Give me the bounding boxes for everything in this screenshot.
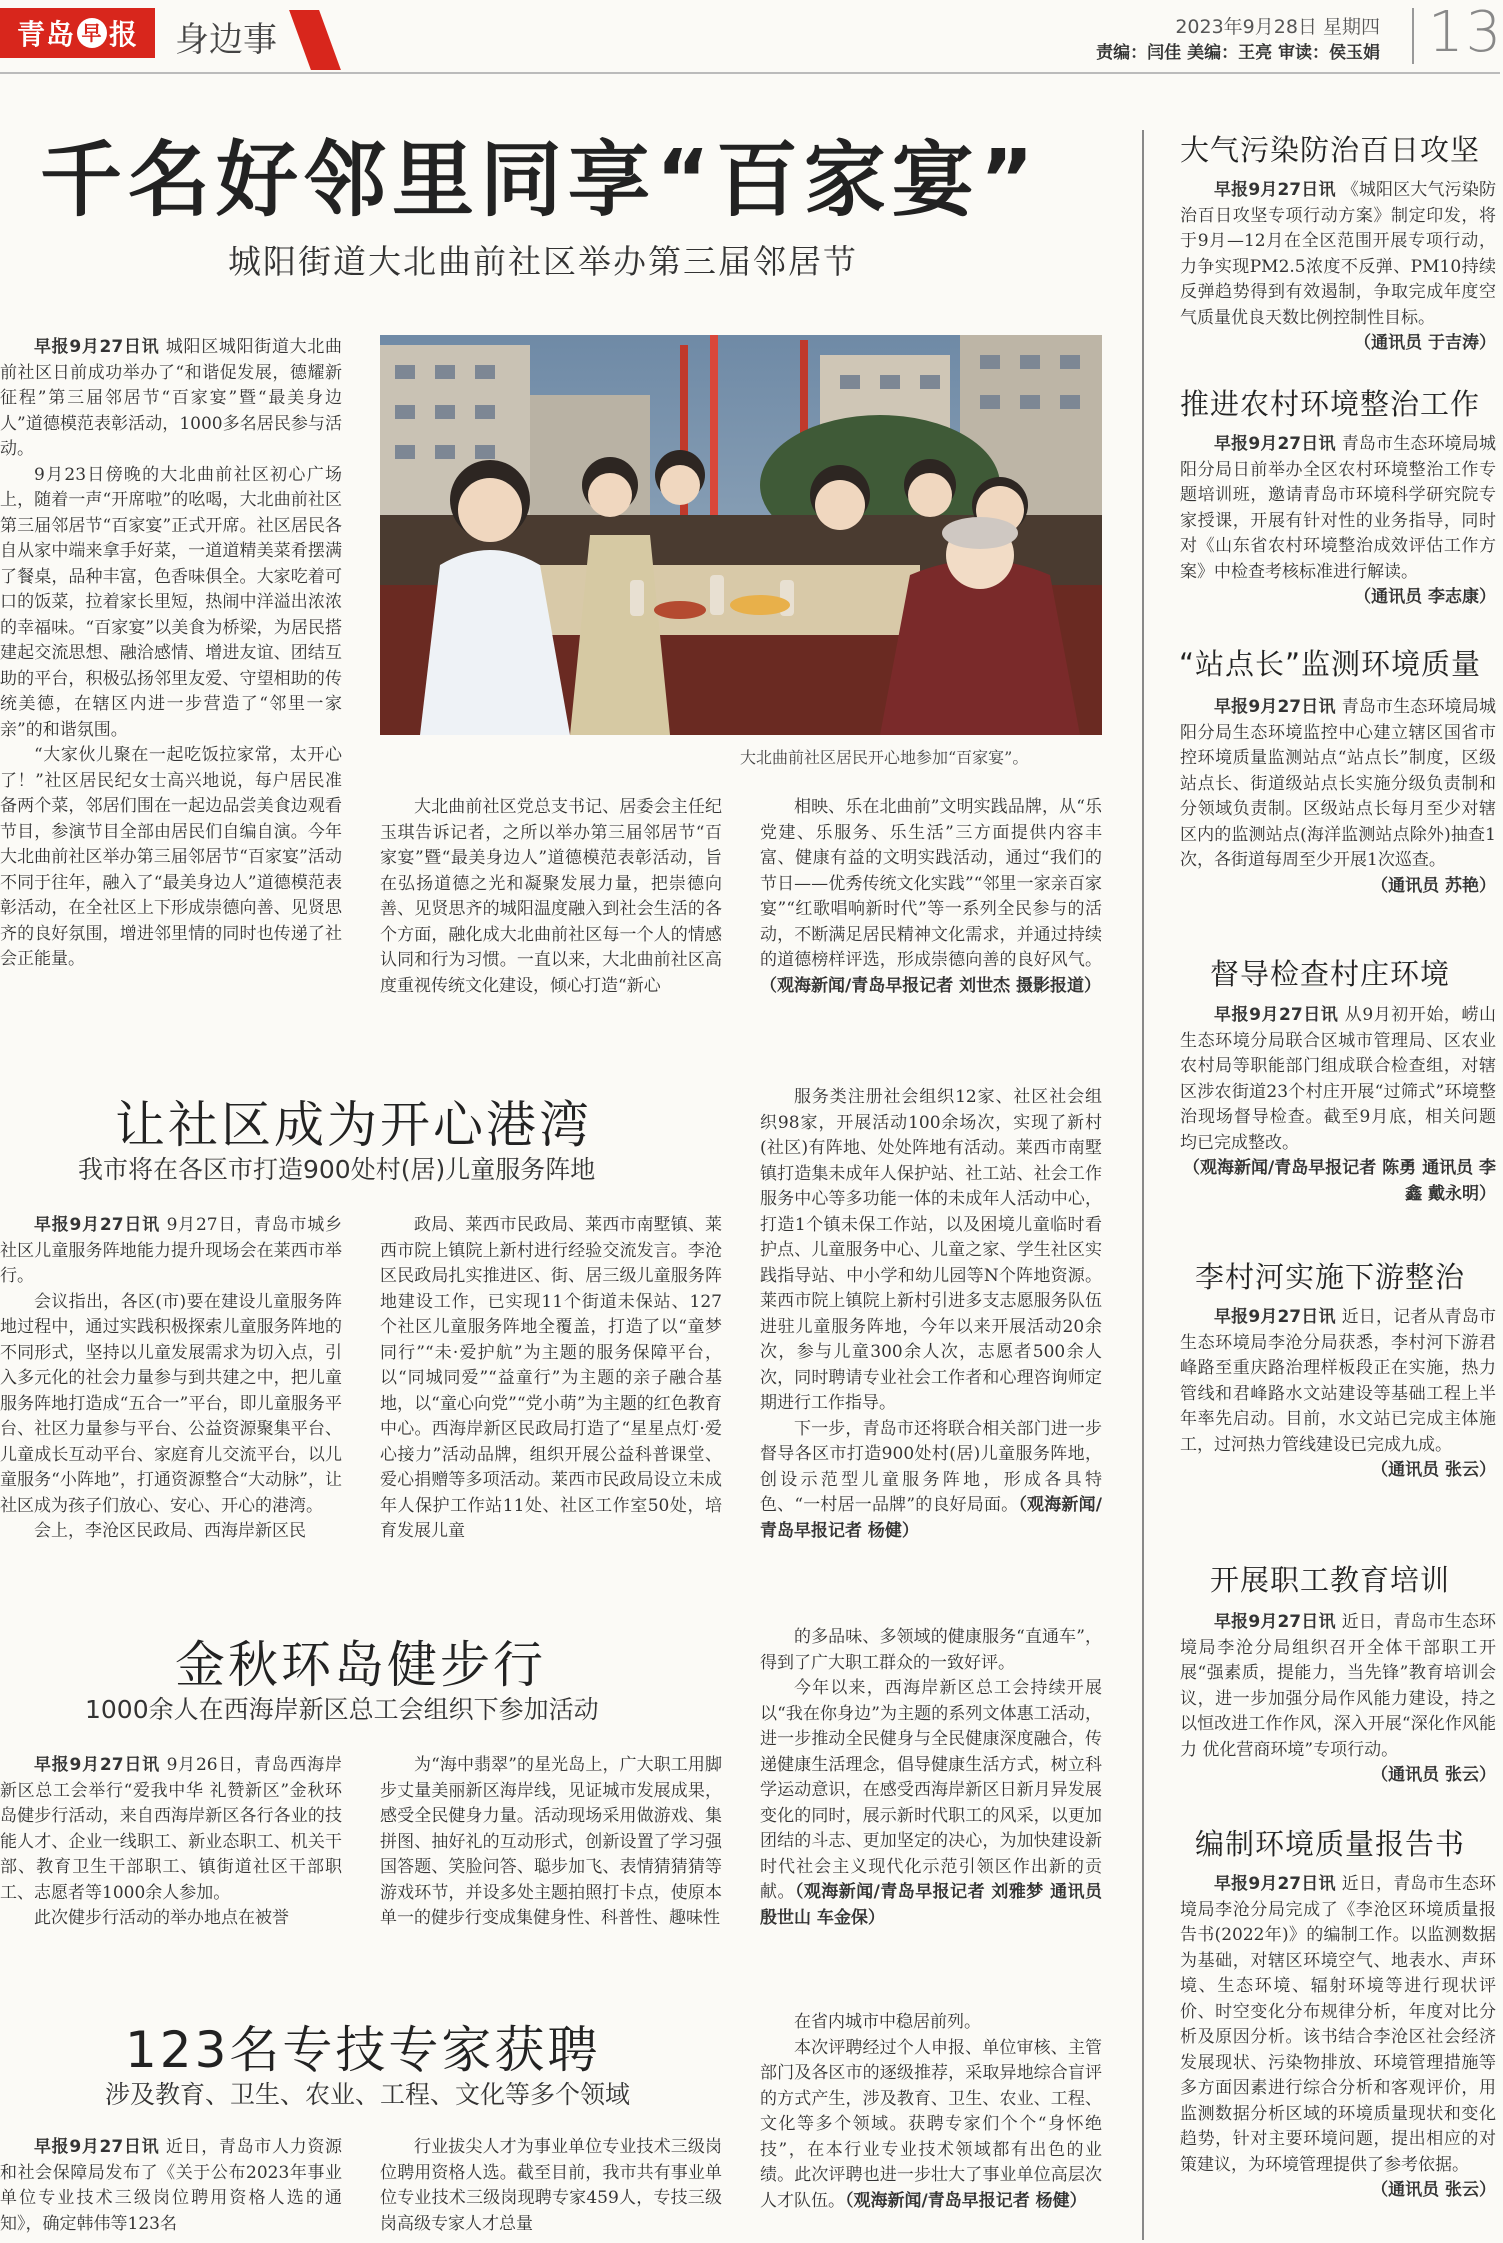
byline: （通讯员 于吉涛） (1354, 333, 1496, 353)
brief-body (1180, 1003, 1496, 1213)
main-headline: 千名好邻里同享“百家宴” (40, 133, 1040, 228)
paragraph: 此次健步行活动的举办地点在被誉 (34, 1908, 289, 1928)
byline: （通讯员 张云） (1371, 2180, 1496, 2200)
paragraph: 本次评聘经过个人申报、单位审核、主管部门及各区市的逐级推荐，采取异地综合盲评的方式产生，涉及教育、卫生、农业、工程、文化等多个领域。获聘专家们个个“身怀绝技”，在本行业专业技术领域都有出色的业绩。此次评聘也进一步壮大了事业单位高层次人才队伍。（观海新闻/青岛早报记者 杨健） (760, 2037, 1102, 2211)
paragraph: 早报9月27日讯 城阳区城阳街道大北曲前社区日前成功举办了“和谐促发展，德耀新征程”第三届邻居节“百家宴”暨“最美身边人”道德模范表彰活动，1000多名居民参与活动。 (0, 337, 343, 459)
story2-subheadline: 我市将在各区市打造900处村(居)儿童服务阵地 (78, 1155, 596, 1184)
photo-caption: 大北曲前社区居民开心地参加“百家宴”。 (740, 748, 1029, 767)
paragraph: 早报9月27日讯 近日，青岛市生态环境局李沧分局组织召开全体干部职工开展“强素质，提能力，当先锋”教育培训会议，进一步加强分局作风能力建设，持之以恒改进工作作风，深入开展“深化作风能力 优化营商环境”专项行动。 (1180, 1612, 1496, 1760)
paragraph: 会议指出，各区(市)要在建设儿童服务阵地过程中，通过实践积极探索儿童服务阵地的不同形式，坚持以儿童发展需求为切入点，引入多元化的社会力量参与到共建之中，把儿童服务阵地打造成“五合一”平台，即儿童服务平台、社区力量参与平台、公益资源聚集平台、儿童成长互动平台、家庭育儿交流平台，以儿童服务“小阵地”，打通资源整合“大动脉”，让社区成为孩子们放心、安心、开心的港湾。 (0, 1291, 342, 1516)
dateline: 早报9月27日讯 (1214, 1612, 1342, 1632)
brief-headline: 督导检查村庄环境 (1209, 957, 1450, 991)
newspaper-logo (0, 8, 155, 58)
brief-body (1180, 1872, 1496, 2237)
paragraph: 服务类注册社会组织12家、社区社会组织98家，开展活动100余场次，实现了新村(社区)有阵地、处处阵地有活动。莱西市南墅镇打造集未成年人保护站、社工站、社会工作服务中心等多功能一体的未成年人活动中心，打造1个镇未保工作站，以及困境儿童临时看护点、儿童服务中心、儿童之家、学生社区实践指导站、中小学和幼儿园等N个阵地资源。莱西市院上镇院上新村引进多支志愿服务队伍进驻儿童服务阵地，今年以来开展活动20余次，参与儿童300余人次，志愿者500余人次，同时聘请专业社会工作者和心理咨询师定期进行工作指导。 (760, 1087, 1102, 1413)
brief-headline: 开展职工教育培训 (1209, 1563, 1450, 1597)
paragraph: 9月23日傍晚的大北曲前社区初心广场上，随着一声“开席啦”的吆喝，大北曲前社区第三届邻居节“百家宴”正式开席。社区居民各自从家中端来拿手好菜，一道道精美菜肴摆满了餐桌，品种丰富，色香味俱全。大家吃着可口的饭菜，拉着家长里短，热闹中洋溢出浓浓的幸福味。“百家宴”以美食为桥梁，为居民搭建起交流思想、融洽感情、增进友谊、团结互助的平台，积极弘扬邻里友爱、守望相助的传统美德，在辖区内进一步营造了“邻里一家亲”的和谐氛围。 (0, 464, 342, 740)
paragraph: 早报9月27日讯 近日，青岛市人力资源和社会保障局发布了《关于公布2023年事业单位专业技术三级岗位聘用资格人选的通知》，确定韩伟等123名 (0, 2137, 343, 2234)
brief-headline: 推进农村环境整治工作 (1179, 387, 1480, 421)
logo-text-left: 青岛 (16, 18, 75, 51)
story4-column-3 (760, 2010, 1102, 2240)
paragraph: 早报9月27日讯 青岛市生态环境局城阳分局生态环境监控中心建立辖区国省市控环境质量监测站点“站点长”制度，区级站点长、街道级站点长实施分级负责制和分领域负责制。区级站点长每月至少对辖区内的监测站点(海洋监测站点除外)抽查1次，各街道每周至少开展1次巡查。 (1180, 697, 1496, 870)
dateline: 早报9月27日讯 (34, 337, 166, 357)
byline: （观海新闻/青岛早报记者 杨健） (845, 2190, 1087, 2211)
story2-headline: 让社区成为开心港湾 (115, 1096, 592, 1154)
main-story-column-2 (380, 795, 722, 1035)
paragraph: 早报9月27日讯 近日，记者从青岛市生态环境局李沧分局获悉，李村河下游君峰路至重庆路治理样板段正在实施，热力管线和君峰路水文站建设等基础工程上半年率先启动。目前，水文站已完成主体施工，过河热力管线建设已完成九成。 (1180, 1307, 1496, 1455)
masthead-divider (0, 72, 1500, 74)
dateline: 早报9月27日讯 (1214, 180, 1342, 200)
dateline: 早报9月27日讯 (34, 1755, 167, 1775)
brief-body (1180, 1305, 1496, 1535)
paragraph: 今年以来，西海岸新区总工会持续开展以“我在你身边”为主题的系列文体惠工活动，进一步推动全民健身与全民健康深度融合，传递健康生活理念，倡导健康生活方式，树立科学运动意识，在感受西海岸新区日新月异发展变化的同时，展示新时代职工的风采，以更加团结的斗志、更加坚定的决心，为加快建设新时代社会主义现代化示范引领区作出新的贡献。（观海新闻/青岛早报记者 刘雅梦 通讯员 殷世山 车金保） (760, 1678, 1103, 1928)
dateline: 早报9月27日讯 (1214, 1307, 1342, 1327)
paragraph: 早报9月27日讯 青岛市生态环境局城阳分局日前举办全区农村环境整治工作专题培训班，邀请青岛市环境科学研究院专家授课，开展有针对性的业务指导，同时对《山东省农村环境整治成效评估工作方案》中检查考核标准进行解读。 (1180, 434, 1496, 582)
paragraph: 政局、莱西市民政局、莱西市南墅镇、莱西市院上镇院上新村进行经验交流发言。李沧区民政局扎实推进区、街、居三级儿童服务阵地建设工作，已实现11个街道未保站、127个社区儿童服务阵地全覆盖，打造了以“童梦同行”“未·爱护航”为主题的服务保障平台，以“同城同爱”“益童行”为主题的亲子融合基地，以“童心向党”“党小萌”为主题的红色教育中心。西海岸新区民政局打造了“星星点灯·爱心接力”活动品牌，组织开展公益科普课堂、爱心捐赠等多项活动。莱西市民政局设立未成年人保护工作站11处、社区工作室50处，培育发展儿童 (380, 1215, 722, 1541)
dateline: 早报9月27日讯 (1214, 1005, 1345, 1025)
paragraph: 早报9月27日讯 9月26日，青岛西海岸新区总工会举行“爱我中华 礼赞新区”金秋环岛健步行活动，来自西海岸新区各行各业的技能人才、企业一线职工、新业态职工、机关干部、教育卫生干部职工、镇街道社区干部职工、志愿者等1000余人参加。 (0, 1755, 342, 1903)
story4-subheadline: 涉及教育、卫生、农业、工程、文化等多个领域 (105, 2080, 631, 2109)
byline: （通讯员 李志康） (1354, 587, 1496, 607)
masthead-separator (1412, 8, 1414, 64)
dateline: 早报9月27日讯 (1214, 697, 1342, 717)
main-story-photo (380, 335, 1102, 735)
byline: （通讯员 张云） (1371, 1460, 1496, 1480)
story2-column-3 (760, 1085, 1102, 1570)
brief-body (1180, 1610, 1496, 1820)
sidebar-divider (1142, 130, 1144, 2240)
brief-body (1180, 695, 1496, 925)
story4-column-1 (0, 2135, 342, 2240)
paragraph: 会上，李沧区民政局、西海岸新区民 (34, 1521, 306, 1541)
byline: （通讯员 张云） (1371, 1765, 1496, 1785)
main-story-column-3 (760, 795, 1102, 1035)
page-number: 13 (1428, 0, 1503, 65)
paragraph: “大家伙儿聚在一起吃饭拉家常，太开心了！”社区居民纪女士高兴地说，每户居民准备两个菜，邻居们围在一起边品尝美食边观看节目，参演节目全部由居民们自编自演。今年大北曲前社区举办第三届邻居节“百家宴”活动不同于往年，融入了“最美身边人”道德模范表彰活动，在全社区上下形成崇德向善、见贤思齐的良好氛围，增进邻里情的同时也传递了社会正能量。 (0, 745, 342, 969)
dateline: 早报9月27日讯 (34, 2137, 166, 2157)
byline: （观海新闻/青岛早报记者 陈勇 通讯员 李鑫 戴永明） (1183, 1158, 1496, 1204)
issue-date: 2023年9月28日 星期四 (1175, 16, 1380, 38)
paragraph: 下一步，青岛市还将联合相关部门进一步督导各区市打造900处村(居)儿童服务阵地，创设示范型儿童服务阵地，形成各具特色、“一村居一品牌”的良好局面。（观海新闻/青岛早报记者 杨健） (760, 1418, 1102, 1541)
byline: （通讯员 苏艳） (1371, 875, 1496, 896)
main-subheadline: 城阳街道大北曲前社区举办第三届邻居节 (228, 242, 858, 281)
brief-body (1180, 178, 1496, 353)
byline: （观海新闻/青岛早报记者 杨健） (760, 1495, 1102, 1541)
story3-column-2 (380, 1753, 722, 1958)
story2-column-1 (0, 1213, 342, 1568)
paragraph: 早报9月27日讯 《城阳区大气污染防治百日攻坚专项行动方案》制定印发，将于9月—12月在全区范围开展专项行动，力争实现PM2.5浓度不反弹、PM10持续反弹趋势得到有效遏制，争取完成年度空气质量优良天数比例控制性目标。 (1180, 180, 1496, 328)
editor-credits: 责编：闫佳 美编：王亮 审读：侯玉娟 (1096, 43, 1380, 63)
dateline: 早报9月27日讯 (1214, 434, 1342, 454)
brief-headline: “站点长”监测环境质量 (1178, 647, 1482, 681)
story4-column-2 (380, 2135, 722, 2240)
paragraph: 早报9月27日讯 近日，青岛市生态环境局李沧分局完成了《李沧区环境质量报告书(2022年)》的编制工作。以监测数据为基础，对辖区环境空气、地表水、声环境、生态环境、辐射环境等进行现状评价、时空变化分布规律分析，年度对比分析及原因分析。该书结合李沧区社会经济发展现状、污染物排放、环境管理措施等多方面因素进行综合分析和客观评价，用监测数据分析区域的环境质量现状和变化趋势，针对主要环境问题，提出相应的对策建议，为环境管理提供了参考依据。 (1180, 1874, 1496, 2175)
paragraph: 早报9月27日讯 从9月初开始，崂山生态环境分局联合区城市管理局、区农业农村局等职能部门组成联合检查组，对辖区涉农街道23个村庄开展“过筛式”环境整治现场督导检查。截至9月底，相关问题均已完成整改。 (1180, 1005, 1496, 1153)
masthead-accent (289, 10, 341, 70)
dateline: 早报9月27日讯 (1214, 1874, 1342, 1894)
section-name: 身边事 (175, 20, 277, 60)
paragraph: 相映、乐在北曲前”文明实践品牌，从“乐党建、乐服务、乐生活”三方面提供内容丰富、健康有益的文明实践活动，通过“我们的节日——优秀传统文化实践”“邻里一家亲百家宴”“红歌唱响新时代”等一系列全民参与的活动，不断满足居民精神文化需求，并通过持续的道德榜样评选，形成崇德向善的良好风气。（观海新闻/青岛早报记者 刘世杰 摄影报道） (760, 797, 1102, 996)
paragraph: 的多品味、多领域的健康服务“直通车”，得到了广大职工群众的一致好评。 (760, 1627, 1102, 1673)
logo-text-right: 报 (109, 18, 139, 51)
paragraph: 大北曲前社区党总支书记、居委会主任纪玉琪告诉记者，之所以举办第三届邻居节“百家宴”暨“最美身边人”道德模范表彰活动，旨在弘扬道德之光和凝聚发展力量，把崇德向善、见贤思齐的城阳温度融入到社会生活的各个方面，融化成大北曲前社区每一个人的情感认同和行为习惯。一直以来，大北曲前社区高度重视传统文化建设，倾心打造“新心 (380, 797, 722, 996)
story3-subheadline: 1000余人在西海岸新区总工会组织下参加活动 (85, 1695, 599, 1724)
story2-column-2 (380, 1213, 722, 1568)
paragraph: 为“海中翡翠”的星光岛上，广大职工用脚步丈量美丽新区海岸线，见证城市发展成果，感受全民健身力量。活动现场采用做游戏、集拼图、抽好礼的互动形式，创新设置了学习强国答题、笑脸问答、聪步加飞、表情猜猜猜等游戏环节，并设多处主题拍照打卡点，使原本单一的健步行变成集健身性、科普性、趣味性 (380, 1755, 722, 1928)
brief-body (1180, 432, 1496, 642)
paragraph: 行业拔尖人才为事业单位专业技术三级岗位聘用资格人选。截至目前，我市共有事业单位专业技术三级岗现聘专家459人，专技三级岗高级专家人才总量 (380, 2137, 722, 2234)
brief-headline: 编制环境质量报告书 (1194, 1827, 1465, 1861)
brief-headline: 李村河实施下游整治 (1194, 1260, 1465, 1294)
story3-column-1 (0, 1753, 342, 1958)
main-story-column-1 (0, 335, 342, 1035)
story3-headline: 金秋环岛健步行 (175, 1636, 546, 1694)
paragraph: 早报9月27日讯 9月27日，青岛市城乡社区儿童服务阵地能力提升现场会在莱西市举行。 (0, 1215, 342, 1286)
story3-column-3 (760, 1625, 1102, 1960)
byline: （观海新闻/青岛早报记者 刘世杰 摄影报道） (760, 975, 1102, 996)
logo-badge: 早 (77, 18, 107, 48)
brief-headline: 大气污染防治百日攻坚 (1179, 133, 1480, 167)
byline: （观海新闻/青岛早报记者 刘雅梦 通讯员 殷世山 车金保） (760, 1882, 1103, 1928)
dateline: 早报9月27日讯 (34, 1215, 167, 1235)
paragraph: 在省内城市中稳居前列。 (794, 2012, 981, 2032)
story4-headline: 123名专技专家获聘 (125, 2021, 601, 2079)
